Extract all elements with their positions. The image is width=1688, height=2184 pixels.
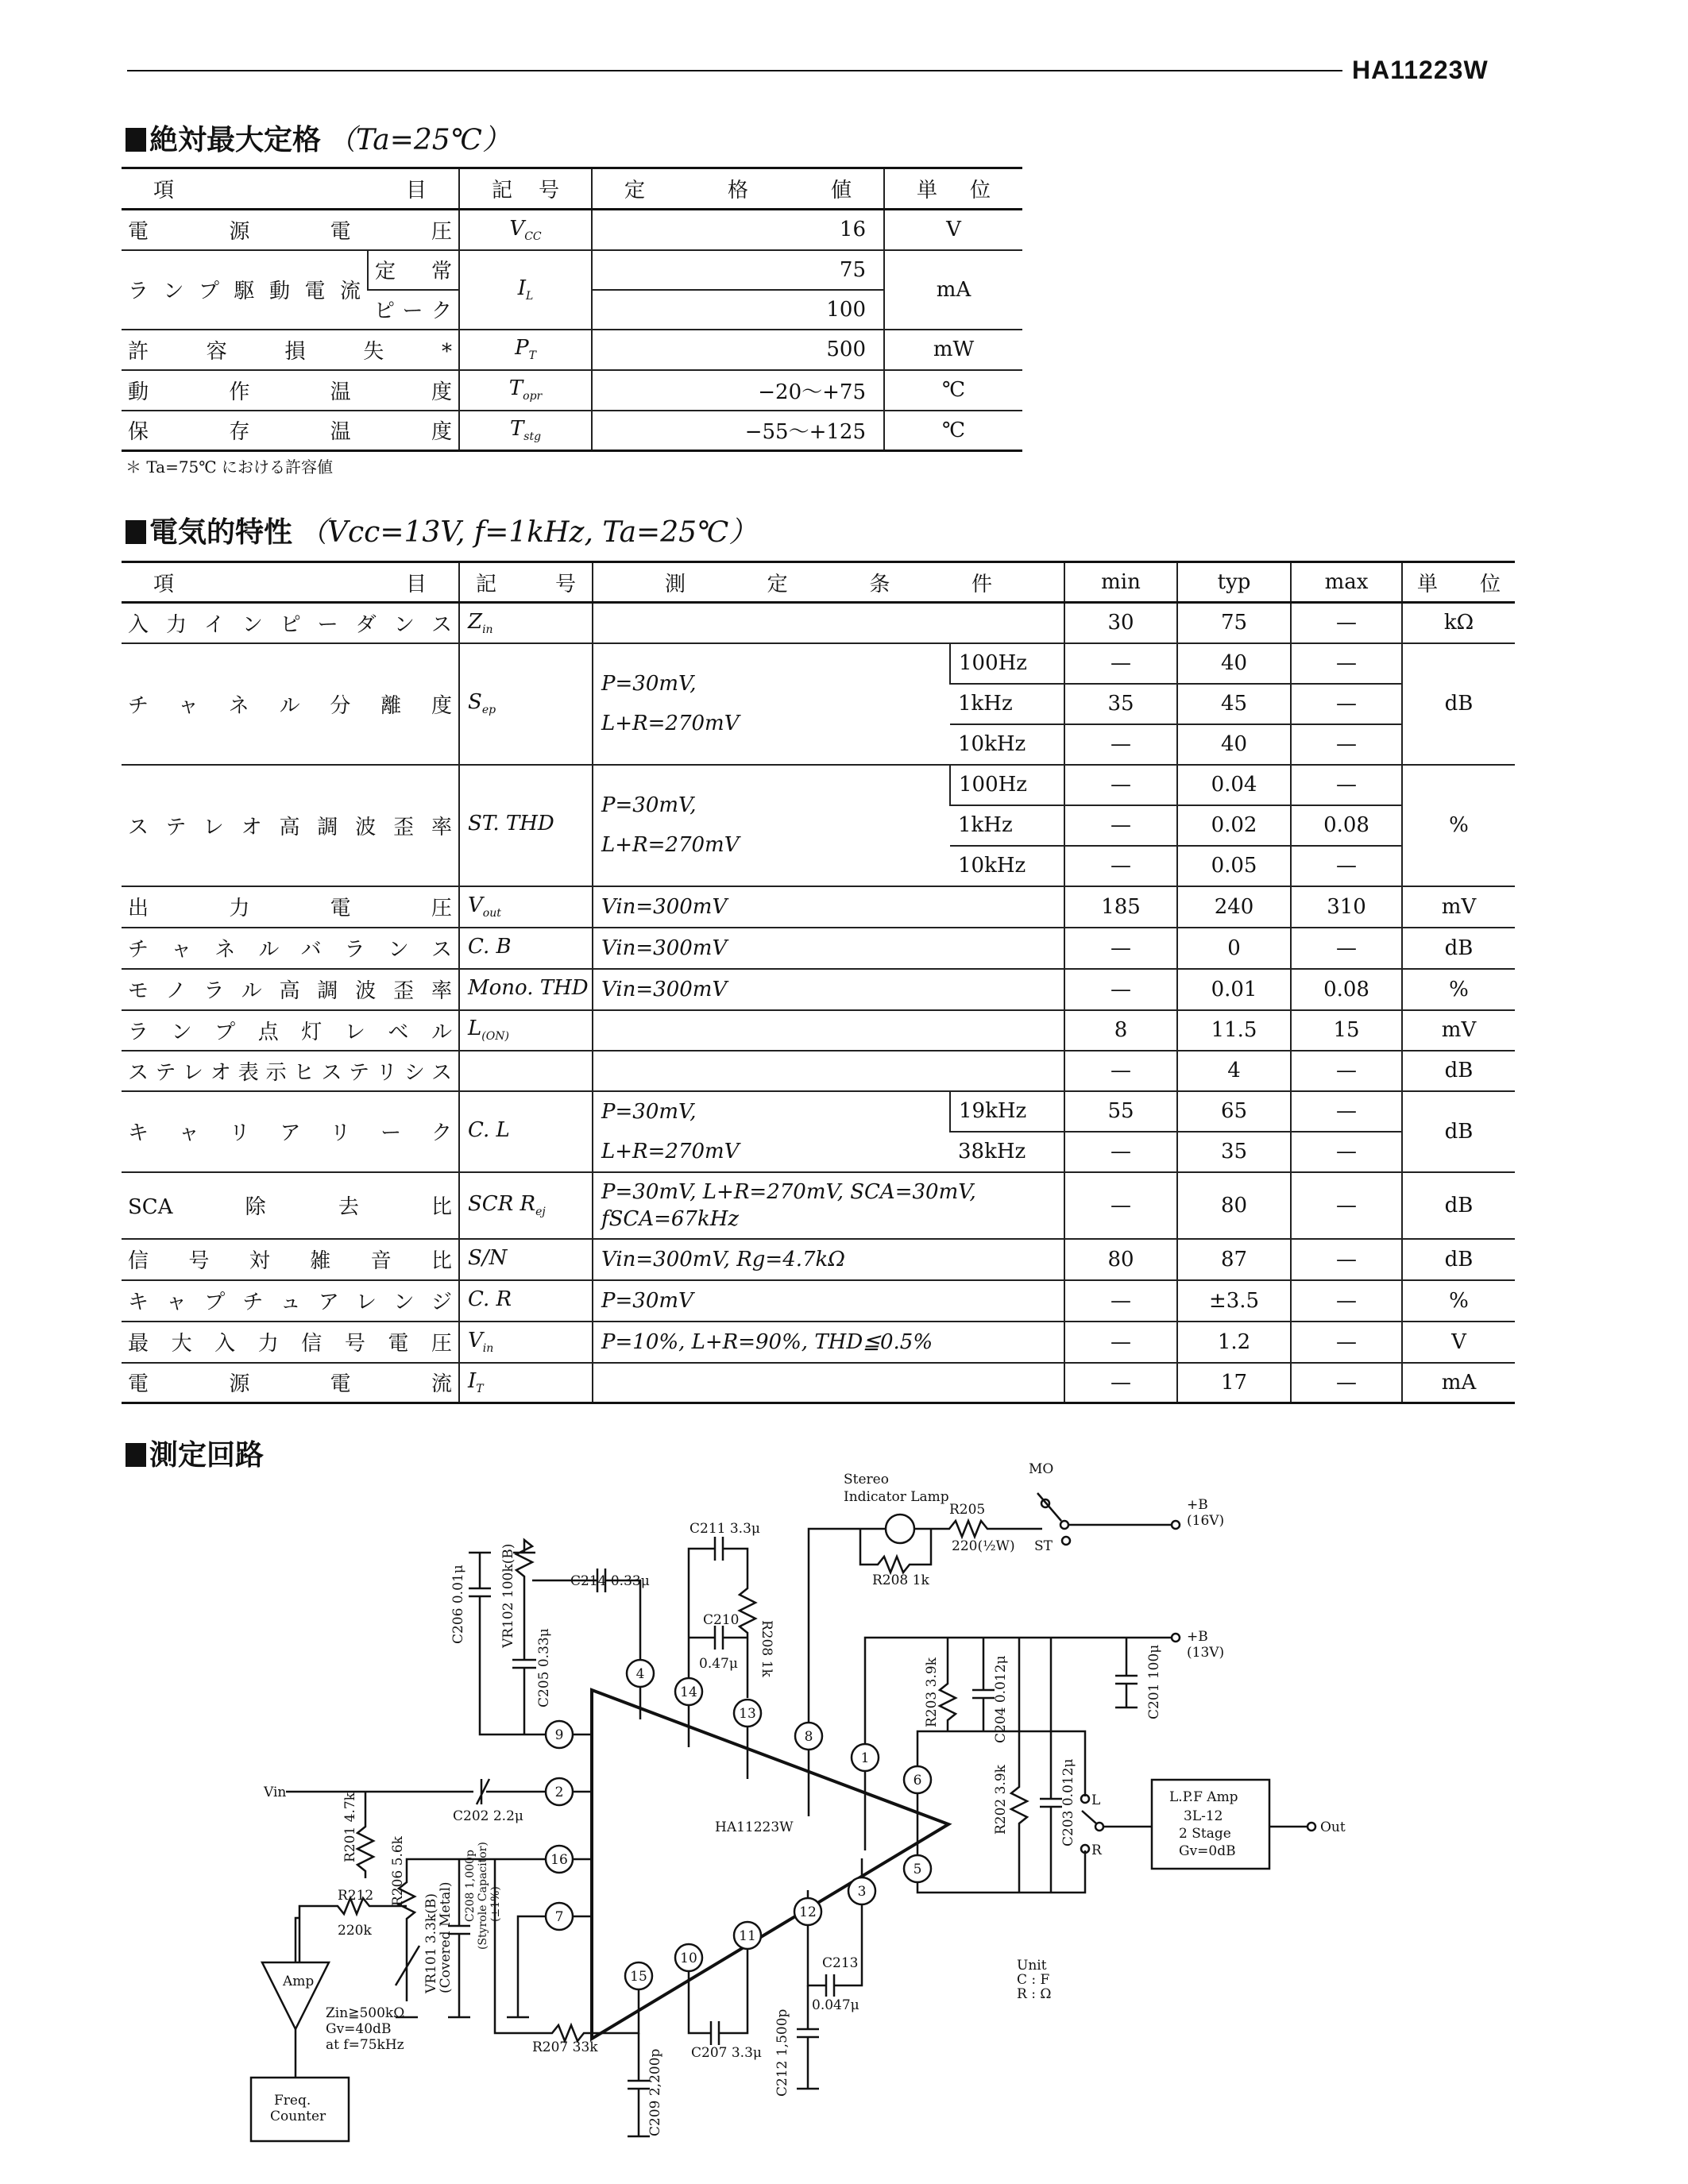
- symbol-sub: (ON): [481, 1030, 509, 1044]
- part-number: HA11223W: [1352, 56, 1489, 84]
- circuit-label: 9: [554, 1727, 564, 1743]
- circuit-label: C213: [822, 1955, 859, 1971]
- circuit-label: 16: [550, 1852, 568, 1868]
- circuit-label: 11: [739, 1928, 756, 1944]
- typ-cell: 240: [1177, 886, 1291, 928]
- max-cell: —: [1291, 846, 1402, 886]
- item-cell: キャプチュアレンジ: [122, 1280, 459, 1322]
- circuit-label: +B: [1187, 1629, 1208, 1645]
- typ-cell: 17: [1177, 1363, 1291, 1403]
- circuit-label: (16V): [1187, 1513, 1225, 1529]
- frequency-cell: 38kHz: [950, 1132, 1064, 1172]
- item-cell: チャネル分離度: [122, 643, 459, 765]
- max-cell: 0.08: [1291, 805, 1402, 846]
- column-header-symbol: 記号: [459, 562, 593, 603]
- pin-7: [546, 1903, 573, 1930]
- symbol-sub: out: [482, 907, 501, 920]
- symbol-main: C. B: [468, 934, 512, 959]
- typ-cell: 4: [1177, 1051, 1291, 1091]
- circuit-label: 0.47μ: [699, 1656, 738, 1672]
- unit-cell: dB: [1402, 928, 1515, 969]
- unit-cell: dB: [1402, 1051, 1515, 1091]
- circuit-label: ST: [1034, 1538, 1053, 1554]
- circuit-label: C210: [703, 1612, 740, 1628]
- typ-cell: 40: [1177, 724, 1291, 765]
- typ-cell: 40: [1177, 643, 1291, 684]
- unit-cell: dB: [1402, 1239, 1515, 1280]
- condition-line: P=30mV, L+R=270mV, SCA=30mV,: [601, 1179, 976, 1204]
- typ-cell: ±3.5: [1177, 1280, 1291, 1322]
- circuit-label: Amp: [283, 1974, 315, 1989]
- frequency-cell: 1kHz: [950, 684, 1064, 724]
- pin-9: [546, 1721, 573, 1748]
- symbol-sub: ej: [535, 1206, 546, 1219]
- condition-line: L+R=270mV: [601, 833, 740, 857]
- item-cell: SCA除去比: [122, 1172, 459, 1239]
- min-cell: 35: [1064, 684, 1177, 724]
- max-cell: —: [1291, 1280, 1402, 1322]
- min-cell: —: [1064, 928, 1177, 969]
- pin-13: [734, 1700, 761, 1727]
- circuit-label: R206 5.6k: [390, 1836, 406, 1906]
- circuit-label: R: [1091, 1843, 1102, 1858]
- symbol-main: I: [468, 1369, 477, 1394]
- unit-cell: mA: [884, 250, 1022, 330]
- pin-8: [795, 1723, 822, 1750]
- max-cell: —: [1291, 1091, 1402, 1132]
- unit-cell: mV: [1402, 1010, 1515, 1051]
- circuit-label: Counter: [270, 2109, 326, 2124]
- circuit-label: R203 3.9k: [924, 1657, 940, 1727]
- condition-line: Vin=300mV: [601, 936, 728, 960]
- max-cell: 310: [1291, 886, 1402, 928]
- circuit-label: R205: [949, 1502, 986, 1518]
- min-cell: —: [1064, 1280, 1177, 1322]
- circuit-label: 5: [913, 1862, 922, 1877]
- abs-max-title-text: 絶対最大定格: [149, 123, 322, 156]
- symbol-main: Z: [468, 609, 483, 634]
- min-cell: —: [1064, 724, 1177, 765]
- symbol-main: V: [468, 1328, 483, 1352]
- circuit-label: 15: [630, 1969, 647, 1985]
- sub-item-cell: 定常: [368, 250, 459, 290]
- symbol-main: Mono. THD: [468, 975, 589, 1000]
- circuit-label: Stereo: [844, 1472, 889, 1488]
- min-cell: —: [1064, 643, 1177, 684]
- sub-item-cell: ピーク: [368, 290, 459, 330]
- circuit-label: 220k: [338, 1923, 372, 1939]
- unit-cell: mW: [884, 330, 1022, 370]
- symbol-main: C. L: [468, 1117, 510, 1142]
- item-cell: 入力インピーダンス: [122, 603, 459, 643]
- min-cell: —: [1064, 1051, 1177, 1091]
- frequency-cell: 19kHz: [950, 1091, 1064, 1132]
- min-cell: 185: [1064, 886, 1177, 928]
- symbol-sub: stg: [523, 430, 542, 444]
- elec-title-cond: （Vcc=13V, f=1kHz, Ta=25℃）: [299, 516, 758, 549]
- condition-line: fSCA=67kHz: [601, 1206, 740, 1231]
- pin-14: [675, 1678, 702, 1705]
- condition-line: L+R=270mV: [601, 1139, 740, 1163]
- unit-cell: V: [1402, 1322, 1515, 1363]
- rating-cell: 500: [592, 330, 884, 370]
- item-cell: ランプ点灯レベル: [122, 1010, 459, 1051]
- circuit-label: L: [1091, 1792, 1101, 1808]
- unit-cell: %: [1402, 765, 1515, 886]
- symbol-main: L: [468, 1017, 482, 1041]
- circuit-label: C205 0.33μ: [536, 1628, 552, 1707]
- circuit-label: MO: [1029, 1461, 1054, 1477]
- frequency-cell: 100Hz: [950, 765, 1064, 805]
- circuit-label: Gv=40dB: [326, 2021, 392, 2037]
- typ-cell: 1.2: [1177, 1322, 1291, 1363]
- circuit-label: VR101 3.3k(B): [423, 1893, 439, 1993]
- circuit-label: Zin≧500kΩ: [326, 2005, 405, 2021]
- typ-cell: 65: [1177, 1091, 1291, 1132]
- min-cell: 55: [1064, 1091, 1177, 1132]
- rating-cell: 100: [592, 290, 884, 330]
- unit-cell: mV: [1402, 886, 1515, 928]
- circuit-label: 14: [680, 1684, 697, 1700]
- symbol-main: S/N: [468, 1245, 508, 1270]
- circuit-label: (13V): [1187, 1645, 1225, 1661]
- circuit-label: 3L-12: [1184, 1808, 1223, 1824]
- circuit-label: C201 100μ: [1146, 1644, 1162, 1719]
- circuit-label: 7: [554, 1909, 564, 1925]
- max-cell: —: [1291, 1132, 1402, 1172]
- item-cell: 電源電圧: [122, 210, 459, 250]
- min-cell: —: [1064, 1172, 1177, 1239]
- item-cell: ランプ駆動電流: [122, 250, 368, 330]
- rating-cell: 16: [592, 210, 884, 250]
- column-header-unit: 単位: [1402, 562, 1515, 603]
- symbol-sub: ep: [481, 704, 496, 717]
- elec-title-text: 電気的特性: [149, 515, 293, 549]
- max-cell: —: [1291, 765, 1402, 805]
- circuit-label: 13: [739, 1706, 756, 1722]
- circuit-label: 4: [635, 1666, 645, 1682]
- typ-cell: 0.01: [1177, 969, 1291, 1010]
- unit-cell: ℃: [884, 411, 1022, 451]
- circuit-label: R212: [338, 1888, 374, 1904]
- circuit-label: Gv=0dB: [1179, 1843, 1236, 1859]
- min-cell: —: [1064, 1132, 1177, 1172]
- rating-cell: −55〜+125: [592, 411, 884, 451]
- max-cell: —: [1291, 643, 1402, 684]
- symbol-main: I: [517, 276, 526, 300]
- unit-cell: V: [884, 210, 1022, 250]
- circuit-label: C203 0.012μ: [1060, 1758, 1076, 1846]
- circuit-label: 2 Stage: [1179, 1826, 1231, 1842]
- circuit-label: R : Ω: [1017, 1986, 1052, 2002]
- max-cell: —: [1291, 684, 1402, 724]
- unit-cell: %: [1402, 969, 1515, 1010]
- column-header-cond: 測定条件: [593, 562, 1064, 603]
- circuit-label: 1: [860, 1750, 870, 1766]
- circuit-label: Vin: [264, 1785, 287, 1800]
- item-cell: 最大入力信号電圧: [122, 1322, 459, 1363]
- typ-cell: 45: [1177, 684, 1291, 724]
- circuit-label: 12: [799, 1904, 817, 1920]
- unit-cell: ℃: [884, 370, 1022, 411]
- pin-5: [904, 1855, 931, 1882]
- pin-15: [625, 1962, 652, 1989]
- max-cell: 15: [1291, 1010, 1402, 1051]
- circuit-label: 6: [913, 1773, 922, 1788]
- condition-line: Vin=300mV: [601, 977, 728, 1001]
- circuit-label: R208 1k: [759, 1620, 774, 1677]
- pin-6: [904, 1766, 931, 1793]
- frequency-cell: 100Hz: [950, 643, 1064, 684]
- pin-12: [794, 1898, 821, 1925]
- pin-3: [848, 1877, 875, 1904]
- item-cell: ステレオ高調波歪率: [122, 765, 459, 886]
- condition-line: P=30mV,: [601, 793, 697, 817]
- min-cell: 8: [1064, 1010, 1177, 1051]
- symbol-main: T: [508, 376, 523, 401]
- symbol-sub: CC: [524, 230, 542, 243]
- circuit-label: 8: [804, 1729, 813, 1745]
- circuit-label: Out: [1320, 1819, 1346, 1835]
- circuit-title-text: 測定回路: [149, 1438, 265, 1472]
- min-cell: —: [1064, 1363, 1177, 1403]
- item-cell: 電源電流: [122, 1363, 459, 1403]
- circuit-label: R208 1k: [872, 1572, 929, 1588]
- unit-cell: kΩ: [1402, 603, 1515, 643]
- circuit-label: 0.047μ: [812, 1997, 859, 2013]
- condition-line: Vin=300mV, Rg=4.7kΩ: [601, 1247, 845, 1271]
- frequency-cell: 1kHz: [950, 805, 1064, 846]
- item-cell: 信号対雑音比: [122, 1239, 459, 1280]
- symbol-sub: L: [526, 290, 534, 303]
- unit-cell: dB: [1402, 643, 1515, 765]
- symbol-sub: T: [528, 349, 536, 363]
- unit-cell: mA: [1402, 1363, 1515, 1403]
- circuit-label: (Covered Metal): [438, 1881, 454, 1993]
- max-cell: —: [1291, 1239, 1402, 1280]
- circuit-label: 220(½W): [952, 1538, 1015, 1554]
- circuit-label: C206 0.01μ: [450, 1565, 466, 1644]
- item-cell: 保存温度: [122, 411, 459, 451]
- circuit-label: C208 1,000p: [464, 1850, 477, 1922]
- typ-cell: 11.5: [1177, 1010, 1291, 1051]
- typ-cell: 0: [1177, 928, 1291, 969]
- item-cell: ステレオ表示ヒステリシス: [122, 1051, 459, 1091]
- max-cell: —: [1291, 603, 1402, 643]
- max-cell: —: [1291, 724, 1402, 765]
- max-cell: —: [1291, 1322, 1402, 1363]
- item-cell: 許容損失*: [122, 330, 459, 370]
- max-cell: —: [1291, 1172, 1402, 1239]
- circuit-labels: [263, 1461, 1346, 2136]
- rating-cell: −20〜+75: [592, 370, 884, 411]
- typ-cell: 80: [1177, 1172, 1291, 1239]
- item-cell: 出力電圧: [122, 886, 459, 928]
- circuit-label: (±1%): [489, 1886, 502, 1922]
- circuit-label: Unit: [1017, 1958, 1047, 1974]
- min-cell: —: [1064, 765, 1177, 805]
- column-header-min: min: [1064, 562, 1177, 603]
- circuit-label: 3: [857, 1884, 867, 1900]
- circuit-label: C : F: [1017, 1972, 1050, 1988]
- max-cell: —: [1291, 928, 1402, 969]
- symbol-main: P: [515, 336, 529, 361]
- abs-max-footnote: ＊ Ta=75℃ における許容値: [126, 457, 334, 477]
- frequency-cell: 10kHz: [950, 724, 1064, 765]
- item-cell: チャネルバランス: [122, 928, 459, 969]
- unit-cell: %: [1402, 1280, 1515, 1322]
- symbol-sub: in: [482, 1342, 494, 1356]
- symbol-main: SCR R: [468, 1191, 536, 1216]
- condition-line: P=30mV,: [601, 672, 697, 696]
- column-header-unit: 単位: [884, 168, 1022, 210]
- circuit-label: HA11223W: [715, 1819, 794, 1835]
- circuit-label: +B: [1187, 1497, 1208, 1513]
- column-header-item: 項目: [122, 562, 459, 603]
- condition-line: L+R=270mV: [601, 712, 740, 735]
- circuit-label: C211 3.3μ: [689, 1521, 760, 1537]
- min-cell: —: [1064, 1322, 1177, 1363]
- circuit-label: C209 2,200p: [647, 2048, 663, 2136]
- circuit-label: L.P.F Amp: [1169, 1789, 1238, 1805]
- max-cell: 0.08: [1291, 969, 1402, 1010]
- symbol-sub: T: [476, 1383, 484, 1396]
- pin-2: [546, 1778, 573, 1805]
- symbol-sub: opr: [523, 390, 543, 403]
- unit-cell: dB: [1402, 1091, 1515, 1172]
- circuit-label: C212 1,500p: [774, 2008, 790, 2097]
- typ-cell: 35: [1177, 1132, 1291, 1172]
- circuit-label: 10: [680, 1951, 697, 1966]
- circuit-label: R202 3.9k: [993, 1765, 1009, 1835]
- min-cell: —: [1064, 846, 1177, 886]
- symbol-main: V: [509, 216, 525, 241]
- rating-cell: 75: [592, 250, 884, 290]
- condition-line: Vin=300mV: [601, 894, 728, 919]
- symbol-main: T: [509, 417, 524, 442]
- symbol-main: ST. THD: [468, 812, 554, 836]
- pin-1: [852, 1744, 879, 1771]
- pin-10: [675, 1944, 702, 1971]
- circuit-label: 2: [554, 1785, 564, 1800]
- circuit-label: C207 3.3μ: [691, 2045, 762, 2061]
- column-header-typ: typ: [1177, 562, 1291, 603]
- circuit-label: VR102 100k(B): [500, 1543, 516, 1648]
- symbol-main: S: [468, 690, 482, 715]
- pin-11: [734, 1922, 761, 1949]
- symbol-sub: in: [482, 623, 493, 636]
- condition-line: P=30mV,: [601, 1099, 697, 1124]
- symbol-main: C. R: [468, 1287, 512, 1311]
- min-cell: 30: [1064, 603, 1177, 643]
- pin-16: [546, 1846, 573, 1873]
- condition-line: P=10%, L+R=90%, THD≦0.5%: [601, 1329, 933, 1354]
- item-cell: モノラル高調波歪率: [122, 969, 459, 1010]
- frequency-cell: 10kHz: [950, 846, 1064, 886]
- circuit-label: at f=75kHz: [326, 2037, 404, 2053]
- circuit-label: (Styrole Capacitor): [477, 1842, 489, 1950]
- circuit-label: C204 0.012μ: [993, 1655, 1009, 1743]
- column-header-item: 項目: [122, 168, 459, 210]
- column-header-symbol: 記号: [459, 168, 592, 210]
- max-cell: —: [1291, 1363, 1402, 1403]
- max-cell: —: [1291, 1051, 1402, 1091]
- circuit-label: R207 33k: [532, 2039, 598, 2055]
- symbol-main: V: [468, 893, 483, 917]
- item-cell: キャリアリーク: [122, 1091, 459, 1172]
- typ-cell: 0.05: [1177, 846, 1291, 886]
- item-cell: 動作温度: [122, 370, 459, 411]
- circuit-label: C202 2.2μ: [453, 1808, 523, 1824]
- typ-cell: 87: [1177, 1239, 1291, 1280]
- circuit-label: R201 4.7k: [342, 1792, 358, 1862]
- pin-4: [627, 1660, 654, 1687]
- column-header-max: max: [1291, 562, 1402, 603]
- min-cell: 80: [1064, 1239, 1177, 1280]
- column-header-rating: 定格値: [592, 168, 884, 210]
- min-cell: —: [1064, 969, 1177, 1010]
- circuit-label: Freq.: [274, 2093, 311, 2109]
- abs-max-title-cond: （Ta=25℃）: [327, 124, 511, 156]
- unit-cell: dB: [1402, 1172, 1515, 1239]
- typ-cell: 0.02: [1177, 805, 1291, 846]
- min-cell: —: [1064, 805, 1177, 846]
- typ-cell: 75: [1177, 603, 1291, 643]
- typ-cell: 0.04: [1177, 765, 1291, 805]
- circuit-label: Indicator Lamp: [844, 1489, 949, 1505]
- condition-line: P=30mV: [601, 1288, 693, 1313]
- circuit-label: C214 0.33μ: [570, 1573, 650, 1589]
